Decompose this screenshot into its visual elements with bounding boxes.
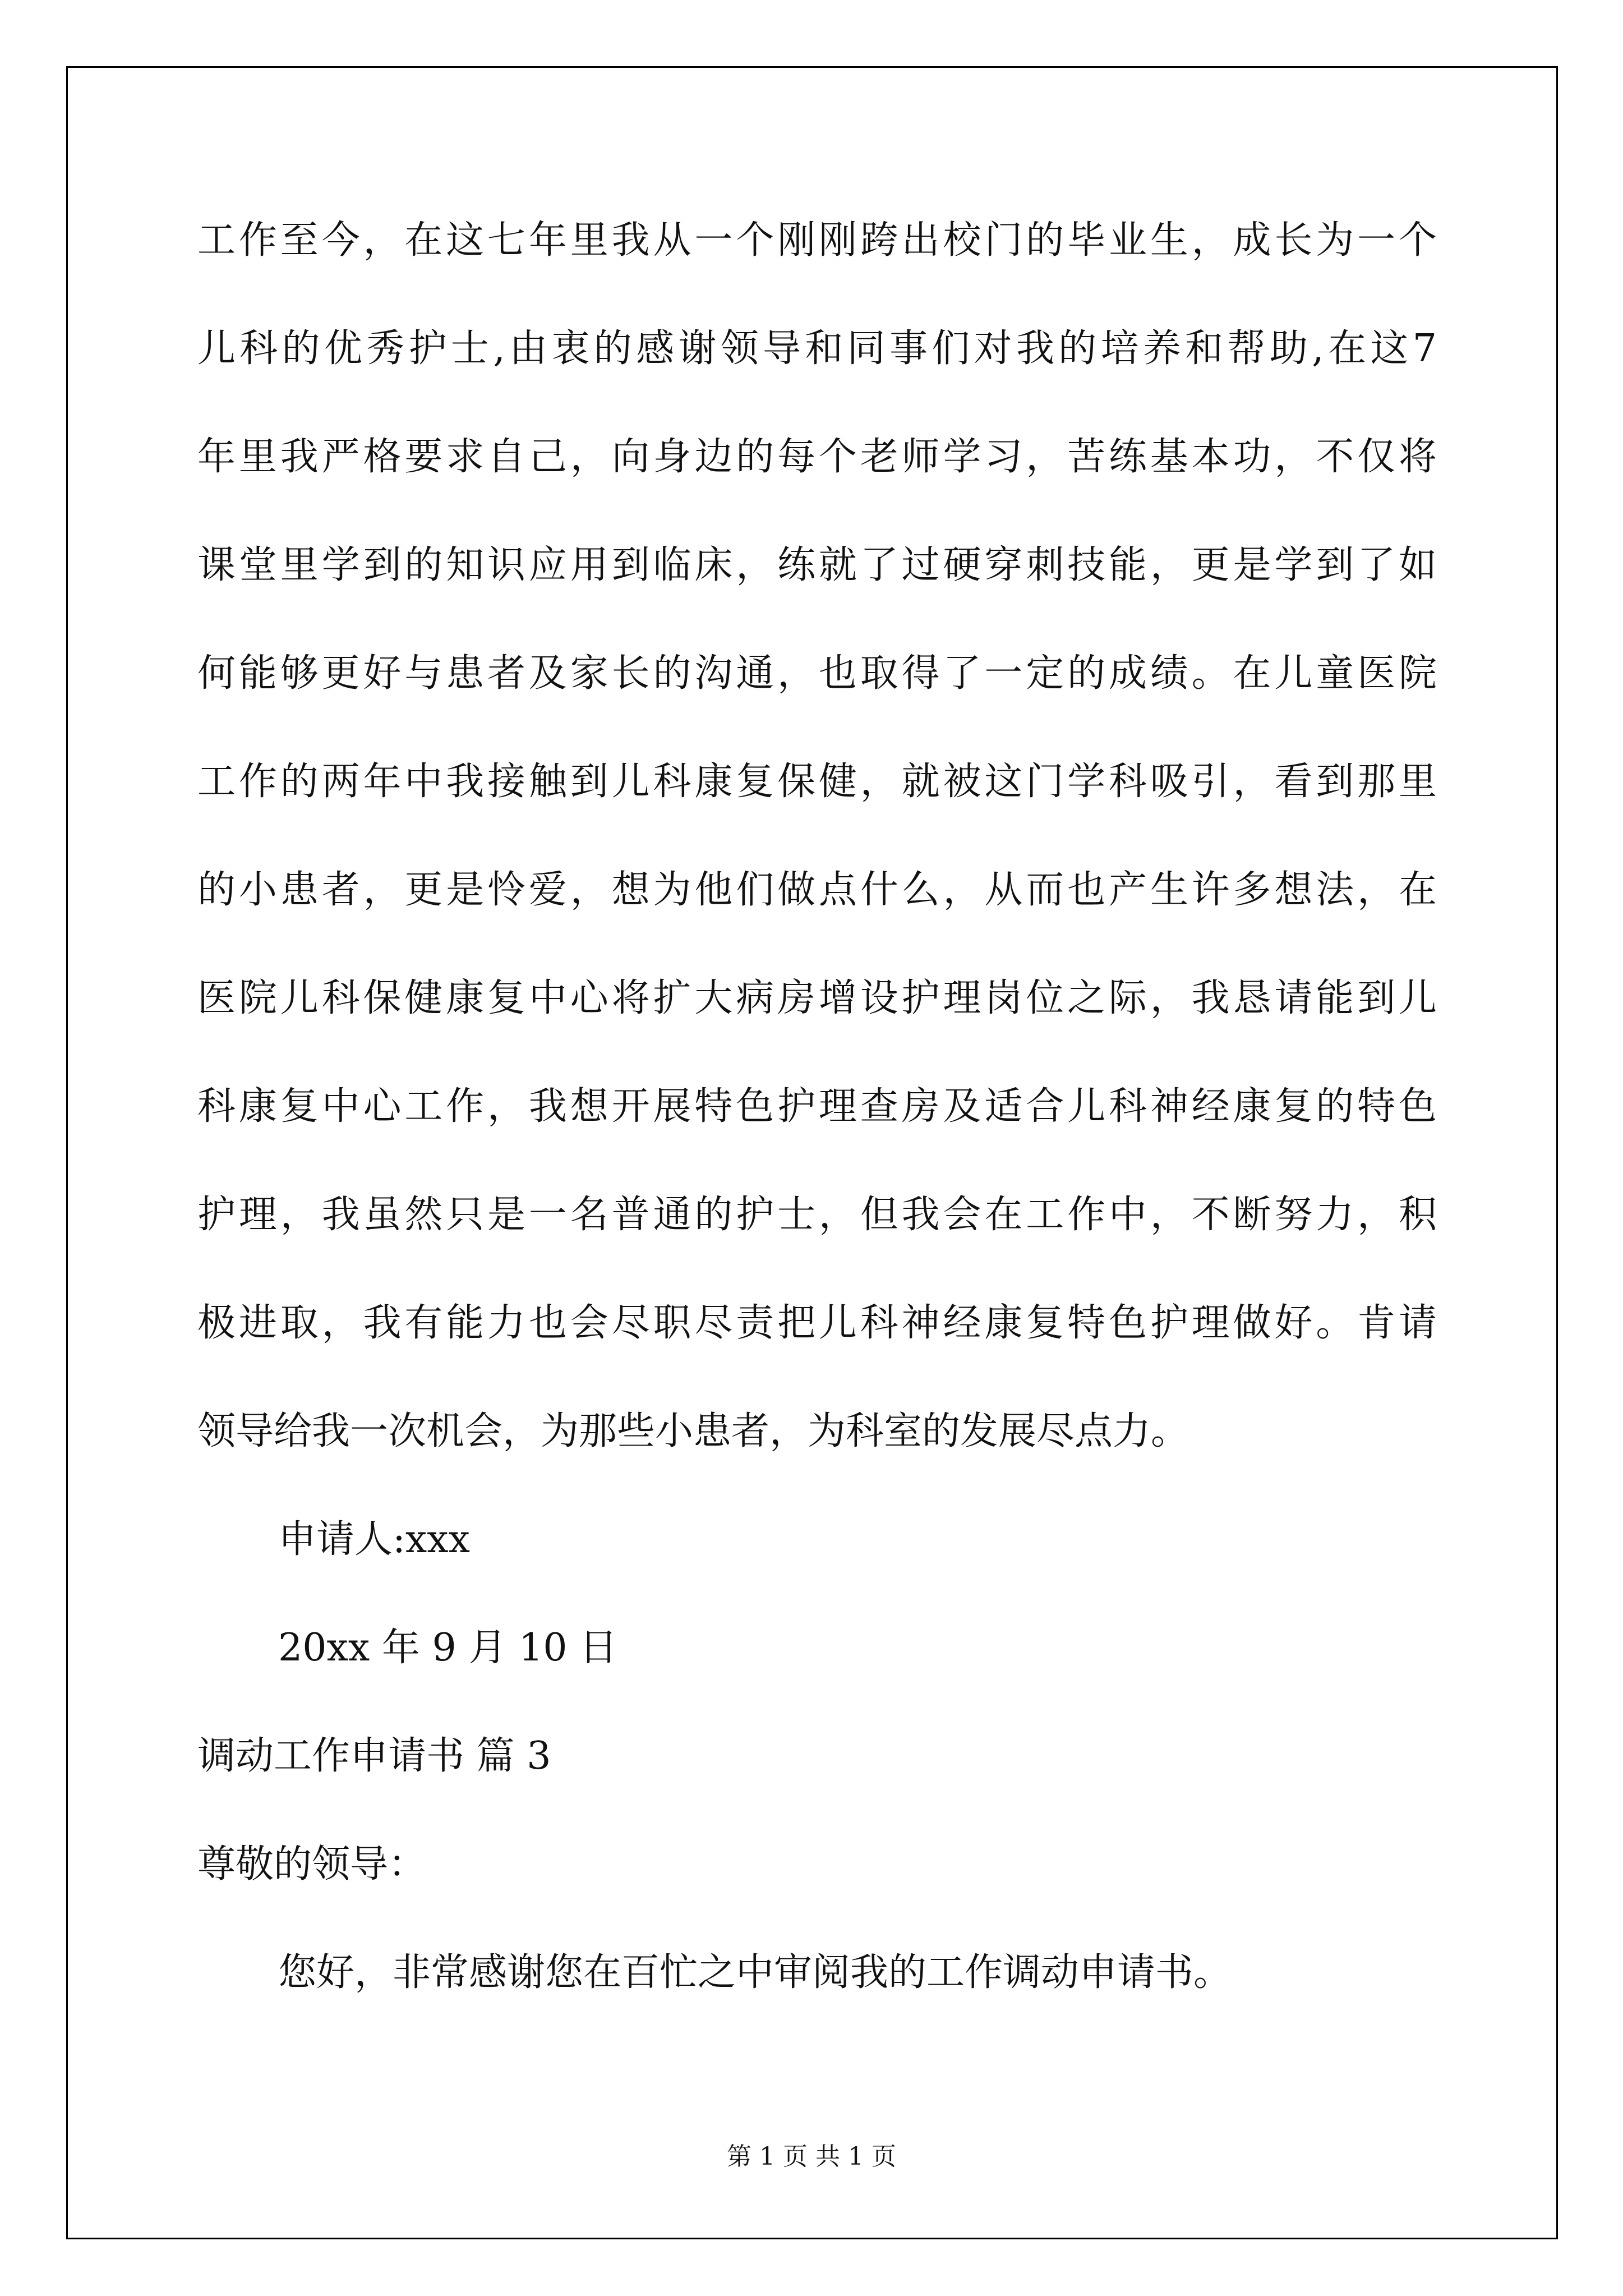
paragraph-line: 何能够更好与患者及家长的沟通，也取得了一定的成绩。在儿童医院: [197, 651, 1437, 696]
greeting-line: 您好，非常感谢您在百忙之中审阅我的工作调动申请书。: [278, 1950, 1232, 1995]
applicant-signature: 申请人:xxx: [278, 1517, 470, 1562]
paragraph-line: 科康复中心工作，我想开展特色护理查房及适合儿科神经康复的特色: [197, 1084, 1437, 1129]
paragraph-line: 儿科的优秀护士,由衷的感谢领导和同事们对我的培养和帮助,在这7: [197, 326, 1437, 371]
section-title: 调动工作申请书 篇 3: [197, 1734, 551, 1778]
paragraph-line: 的小患者，更是怜爱，想为他们做点什么，从而也产生许多想法，在: [197, 868, 1437, 912]
paragraph-line: 极进取，我有能力也会尽职尽责把儿科神经康复特色护理做好。肯请: [197, 1301, 1437, 1345]
paragraph-line: 护理，我虽然只是一名普通的护士，但我会在工作中，不断努力，积: [197, 1193, 1437, 1237]
salutation: 尊敬的领导：: [197, 1842, 427, 1887]
paragraph-line: 课堂里学到的知识应用到临床，练就了过硬穿刺技能，更是学到了如: [197, 543, 1437, 587]
paragraph-line: 工作至今，在这七年里我从一个刚刚跨出校门的毕业生，成长为一个: [197, 218, 1437, 263]
paragraph-line: 工作的两年中我接触到儿科康复保健，就被这门学科吸引，看到那里: [197, 760, 1437, 804]
paragraph-line: 领导给我一次机会，为那些小患者，为科室的发展尽点力。: [197, 1409, 1189, 1453]
paragraph-line: 医院儿科保健康复中心将扩大病房增设护理岗位之际，我恳请能到儿: [197, 976, 1437, 1020]
page-footer: 第 1 页 共 1 页: [727, 2142, 896, 2171]
paragraph-line: 年里我严格要求自己，向身边的每个老师学习，苦练基本功，不仅将: [197, 435, 1437, 479]
page-border: [66, 66, 1558, 2239]
application-date: 20xx 年 9 月 10 日: [278, 1626, 618, 1670]
